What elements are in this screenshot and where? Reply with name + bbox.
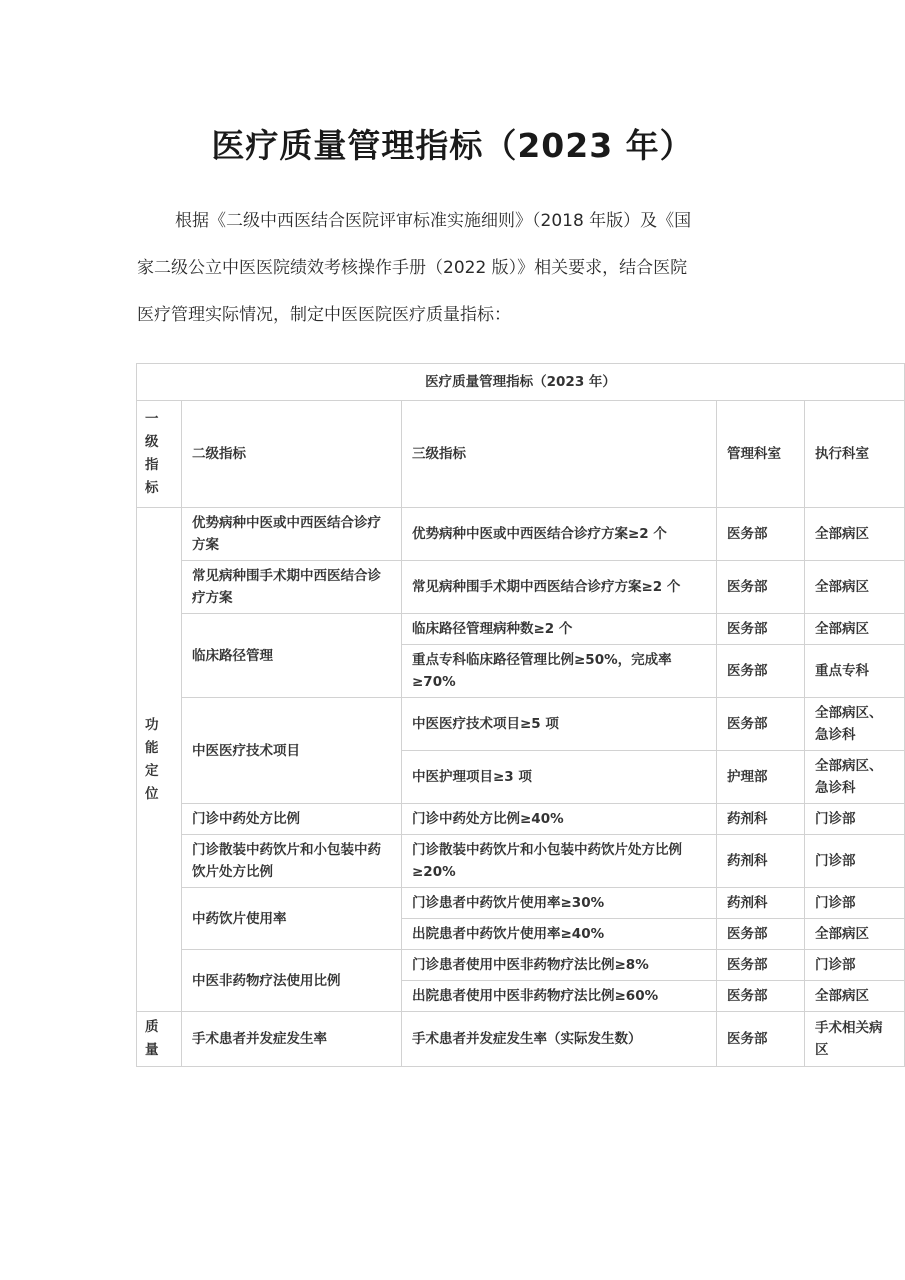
table-row [137, 508, 905, 561]
exec-dept-cell: 门诊部 [805, 835, 905, 888]
table-row [137, 561, 905, 614]
table-caption: 医疗质量管理指标（2023 年） [137, 364, 905, 401]
intro-line: 根据《二级中西医结合医院评审标准实施细则》（2018 年版）及《国 [175, 211, 692, 231]
vertical-char: 质 [145, 1019, 159, 1035]
vertical-char: 定 [145, 762, 159, 779]
intro-line: 医疗管理实际情况，制定中医医院医疗质量指标： [137, 305, 511, 325]
level3-cell: 重点专科临床路径管理比例≥50%，完成率≥70% [402, 645, 717, 698]
intro-line: 家二级公立中医医院绩效考核操作手册（2022 版）》相关要求，结合医院 [137, 258, 688, 278]
vertical-char: 功 [145, 716, 159, 733]
exec-dept-cell: 手术相关病区 [805, 1012, 905, 1067]
manage-dept-cell: 药剂科 [717, 835, 805, 888]
manage-dept-cell: 医务部 [717, 698, 805, 751]
manage-dept-cell: 医务部 [717, 1012, 805, 1067]
level1-cell [137, 1012, 182, 1067]
exec-dept-cell: 全部病区 [805, 981, 905, 1012]
vertical-char: 标 [145, 480, 159, 496]
exec-dept-cell: 全部病区、急诊科 [805, 751, 905, 804]
level3-cell: 门诊患者中药饮片使用率≥30% [402, 888, 717, 919]
table-row [137, 1012, 905, 1067]
exec-dept-cell: 重点专科 [805, 645, 905, 698]
level3-cell: 常见病种围手术期中西医结合诊疗方案≥2 个 [402, 561, 717, 614]
level3-cell: 中医护理项目≥3 项 [402, 751, 717, 804]
manage-dept-cell: 药剂科 [717, 888, 805, 919]
metrics-table [136, 363, 905, 1067]
header-level2: 二级指标 [182, 401, 402, 508]
exec-dept-cell: 门诊部 [805, 804, 905, 835]
level3-cell: 门诊患者使用中医非药物疗法比例≥8% [402, 950, 717, 981]
manage-dept-cell: 医务部 [717, 919, 805, 950]
vertical-char: 指 [145, 457, 159, 473]
table-row [137, 614, 905, 645]
level2-cell: 临床路径管理 [182, 614, 402, 698]
header-level3: 三级指标 [402, 401, 717, 508]
level2-cell: 手术患者并发症发生率 [182, 1012, 402, 1067]
exec-dept-cell: 全部病区 [805, 508, 905, 561]
manage-dept-cell: 医务部 [717, 614, 805, 645]
level3-cell: 出院患者中药饮片使用率≥40% [402, 919, 717, 950]
exec-dept-cell: 全部病区 [805, 919, 905, 950]
manage-dept-cell: 医务部 [717, 950, 805, 981]
manage-dept-cell: 医务部 [717, 645, 805, 698]
document-title: 医疗质量管理指标（2023 年） [211, 126, 694, 165]
table-header-row [137, 401, 905, 508]
manage-dept-cell: 药剂科 [717, 804, 805, 835]
level2-cell: 优势病种中医或中西医结合诊疗方案 [182, 508, 402, 561]
vertical-char: 位 [145, 785, 159, 802]
exec-dept-cell: 门诊部 [805, 950, 905, 981]
manage-dept-cell: 医务部 [717, 981, 805, 1012]
vertical-char: 能 [145, 739, 159, 756]
level1-cell [137, 508, 182, 1012]
level3-cell: 门诊中药处方比例≥40% [402, 804, 717, 835]
header-manage-dept: 管理科室 [717, 401, 805, 508]
level2-cell: 中医医疗技术项目 [182, 698, 402, 804]
level2-cell: 中医非药物疗法使用比例 [182, 950, 402, 1012]
header-exec-dept: 执行科室 [805, 401, 905, 508]
exec-dept-cell: 全部病区、急诊科 [805, 698, 905, 751]
exec-dept-cell: 全部病区 [805, 561, 905, 614]
table-row [137, 835, 905, 888]
manage-dept-cell: 医务部 [717, 561, 805, 614]
table-caption-row [137, 364, 905, 401]
manage-dept-cell: 医务部 [717, 508, 805, 561]
vertical-char: 一 [145, 411, 159, 427]
level3-cell: 出院患者使用中医非药物疗法比例≥60% [402, 981, 717, 1012]
level2-cell: 门诊散装中药饮片和小包装中药饮片处方比例 [182, 835, 402, 888]
vertical-char: 级 [145, 434, 159, 450]
exec-dept-cell: 门诊部 [805, 888, 905, 919]
level3-cell: 手术患者并发症发生率（实际发生数） [402, 1012, 717, 1067]
table-row [137, 950, 905, 981]
table-row [137, 698, 905, 751]
exec-dept-cell: 全部病区 [805, 614, 905, 645]
manage-dept-cell: 护理部 [717, 751, 805, 804]
table-row [137, 888, 905, 919]
header-level1 [137, 401, 182, 508]
level2-cell: 中药饮片使用率 [182, 888, 402, 950]
level3-cell: 优势病种中医或中西医结合诊疗方案≥2 个 [402, 508, 717, 561]
level2-cell: 门诊中药处方比例 [182, 804, 402, 835]
table-row [137, 804, 905, 835]
vertical-char: 量 [145, 1042, 159, 1058]
level2-cell: 常见病种围手术期中西医结合诊疗方案 [182, 561, 402, 614]
level3-cell: 临床路径管理病种数≥2 个 [402, 614, 717, 645]
level3-cell: 门诊散装中药饮片和小包装中药饮片处方比例≥20% [402, 835, 717, 888]
level3-cell: 中医医疗技术项目≥5 项 [402, 698, 717, 751]
intro-paragraph [137, 198, 767, 339]
